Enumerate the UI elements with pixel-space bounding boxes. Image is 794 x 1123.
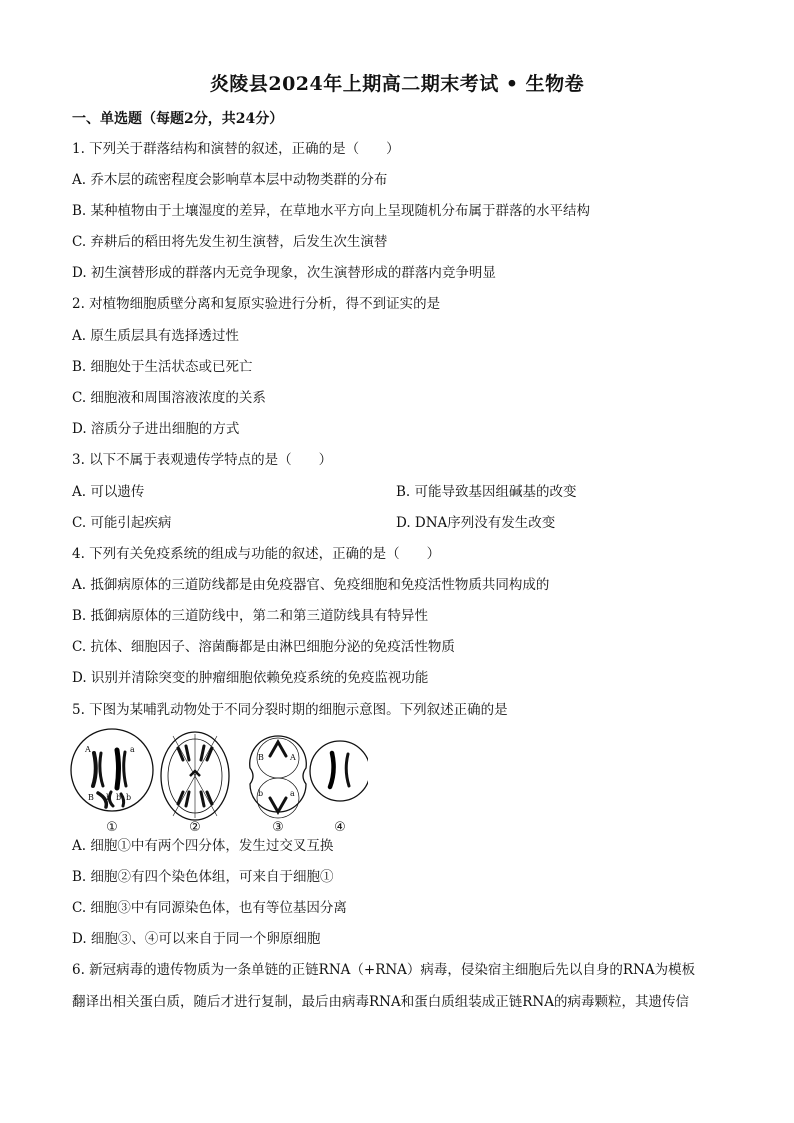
gene-label-b1: b (106, 793, 112, 802)
question-3-stem: 3. 以下不属于表观遗传学特点的是（ ） (72, 452, 333, 468)
question-1-stem: 1. 下列关于群落结构和演替的叙述，正确的是（ ） (72, 141, 400, 157)
section-heading: 一、单选题（每题2分，共24分） (72, 111, 284, 127)
question-4-option-d[interactable]: D. 识别并清除突变的肿瘤细胞依赖免疫系统的免疫监视功能 (72, 670, 429, 686)
question-5-option-d[interactable]: D. 细胞③、④可以来自于同一个卵原细胞 (72, 931, 321, 947)
gene-label-a: a (130, 745, 135, 754)
question-4-option-a[interactable]: A. 抵御病原体的三道防线都是由免疫器官、免疫细胞和免疫活性物质共同构成的 (72, 577, 550, 593)
cell-2-drawing (161, 732, 229, 820)
question-1-option-d[interactable]: D. 初生演替形成的群落内无竞争现象，次生演替形成的群落内竞争明显 (72, 265, 496, 281)
cell-label-2: ② (189, 820, 201, 834)
question-5-stem: 5. 下图为某哺乳动物处于不同分裂时期的细胞示意图。下列叙述正确的是 (72, 702, 508, 718)
question-2-option-b[interactable]: B. 细胞处于生活状态或已死亡 (72, 359, 253, 375)
question-3-option-a[interactable]: A. 可以遗传 (72, 484, 145, 500)
cell-3-gene-a: a (290, 789, 295, 798)
gene-label-A: A (85, 745, 91, 754)
question-5-option-b[interactable]: B. 细胞②有四个染色体组，可来自于细胞① (72, 869, 334, 885)
cell-division-figure (68, 728, 368, 834)
page-title: 炎陵县2024年上期高二期末考试 • 生物卷 (209, 73, 585, 95)
question-4-stem: 4. 下列有关免疫系统的组成与功能的叙述，正确的是（ ） (72, 546, 441, 562)
cell-3-gene-A: A (290, 753, 296, 762)
question-4-option-b[interactable]: B. 抵御病原体的三道防线中，第二和第三道防线具有特异性 (72, 608, 429, 624)
gene-label-b2: b (116, 793, 122, 802)
question-6-stem-line-2: 翻译出相关蛋白质，随后才进行复制，最后由病毒RNA和蛋白质组装成正链RNA的病毒颗粒，其遗传信 (72, 994, 689, 1010)
cell-3-gene-b: b (258, 789, 264, 798)
question-4-option-c[interactable]: C. 抗体、细胞因子、溶菌酶都是由淋巴细胞分泌的免疫活性物质 (72, 639, 455, 655)
question-5-option-c[interactable]: C. 细胞③中有同源染色体，也有等位基因分离 (72, 900, 347, 916)
question-2-stem: 2. 对植物细胞质壁分离和复原实验进行分析，得不到证实的是 (72, 296, 441, 312)
cell-3-drawing (250, 736, 307, 818)
question-1-option-c[interactable]: C. 弃耕后的稻田将先发生初生演替，后发生次生演替 (72, 234, 388, 250)
cell-1-drawing (71, 729, 153, 811)
question-2-option-c[interactable]: C. 细胞液和周围溶液浓度的关系 (72, 390, 266, 406)
cell-4-drawing (310, 741, 368, 801)
question-5-option-a[interactable]: A. 细胞①中有两个四分体，发生过交叉互换 (72, 838, 334, 854)
cell-3-gene-B: B (258, 753, 264, 762)
question-3-option-d[interactable]: D. DNA序列没有发生改变 (396, 515, 556, 531)
question-1-option-a[interactable]: A. 乔木层的疏密程度会影响草本层中动物类群的分布 (72, 172, 388, 188)
question-2-option-d[interactable]: D. 溶质分子进出细胞的方式 (72, 421, 240, 437)
question-1-option-b[interactable]: B. 某种植物由于土壤湿度的差异，在草地水平方向上呈现随机分布属于群落的水平结构 (72, 203, 591, 219)
question-2-option-a[interactable]: A. 原生质层具有选择透过性 (72, 328, 239, 344)
cell-label-4: ④ (334, 820, 346, 834)
question-3-option-c[interactable]: C. 可能引起疾病 (72, 515, 172, 531)
gene-label-b3: b (126, 793, 132, 802)
question-3-option-b[interactable]: B. 可能导致基因组碱基的改变 (396, 484, 577, 500)
cell-label-1: ① (106, 820, 118, 834)
question-6-stem-line-1: 6. 新冠病毒的遗传物质为一条单链的正链RNA（+RNA）病毒，侵染宿主细胞后先以自身的RNA为模板 (72, 962, 696, 978)
cell-label-3: ③ (272, 820, 284, 834)
gene-label-B: B (88, 793, 94, 802)
